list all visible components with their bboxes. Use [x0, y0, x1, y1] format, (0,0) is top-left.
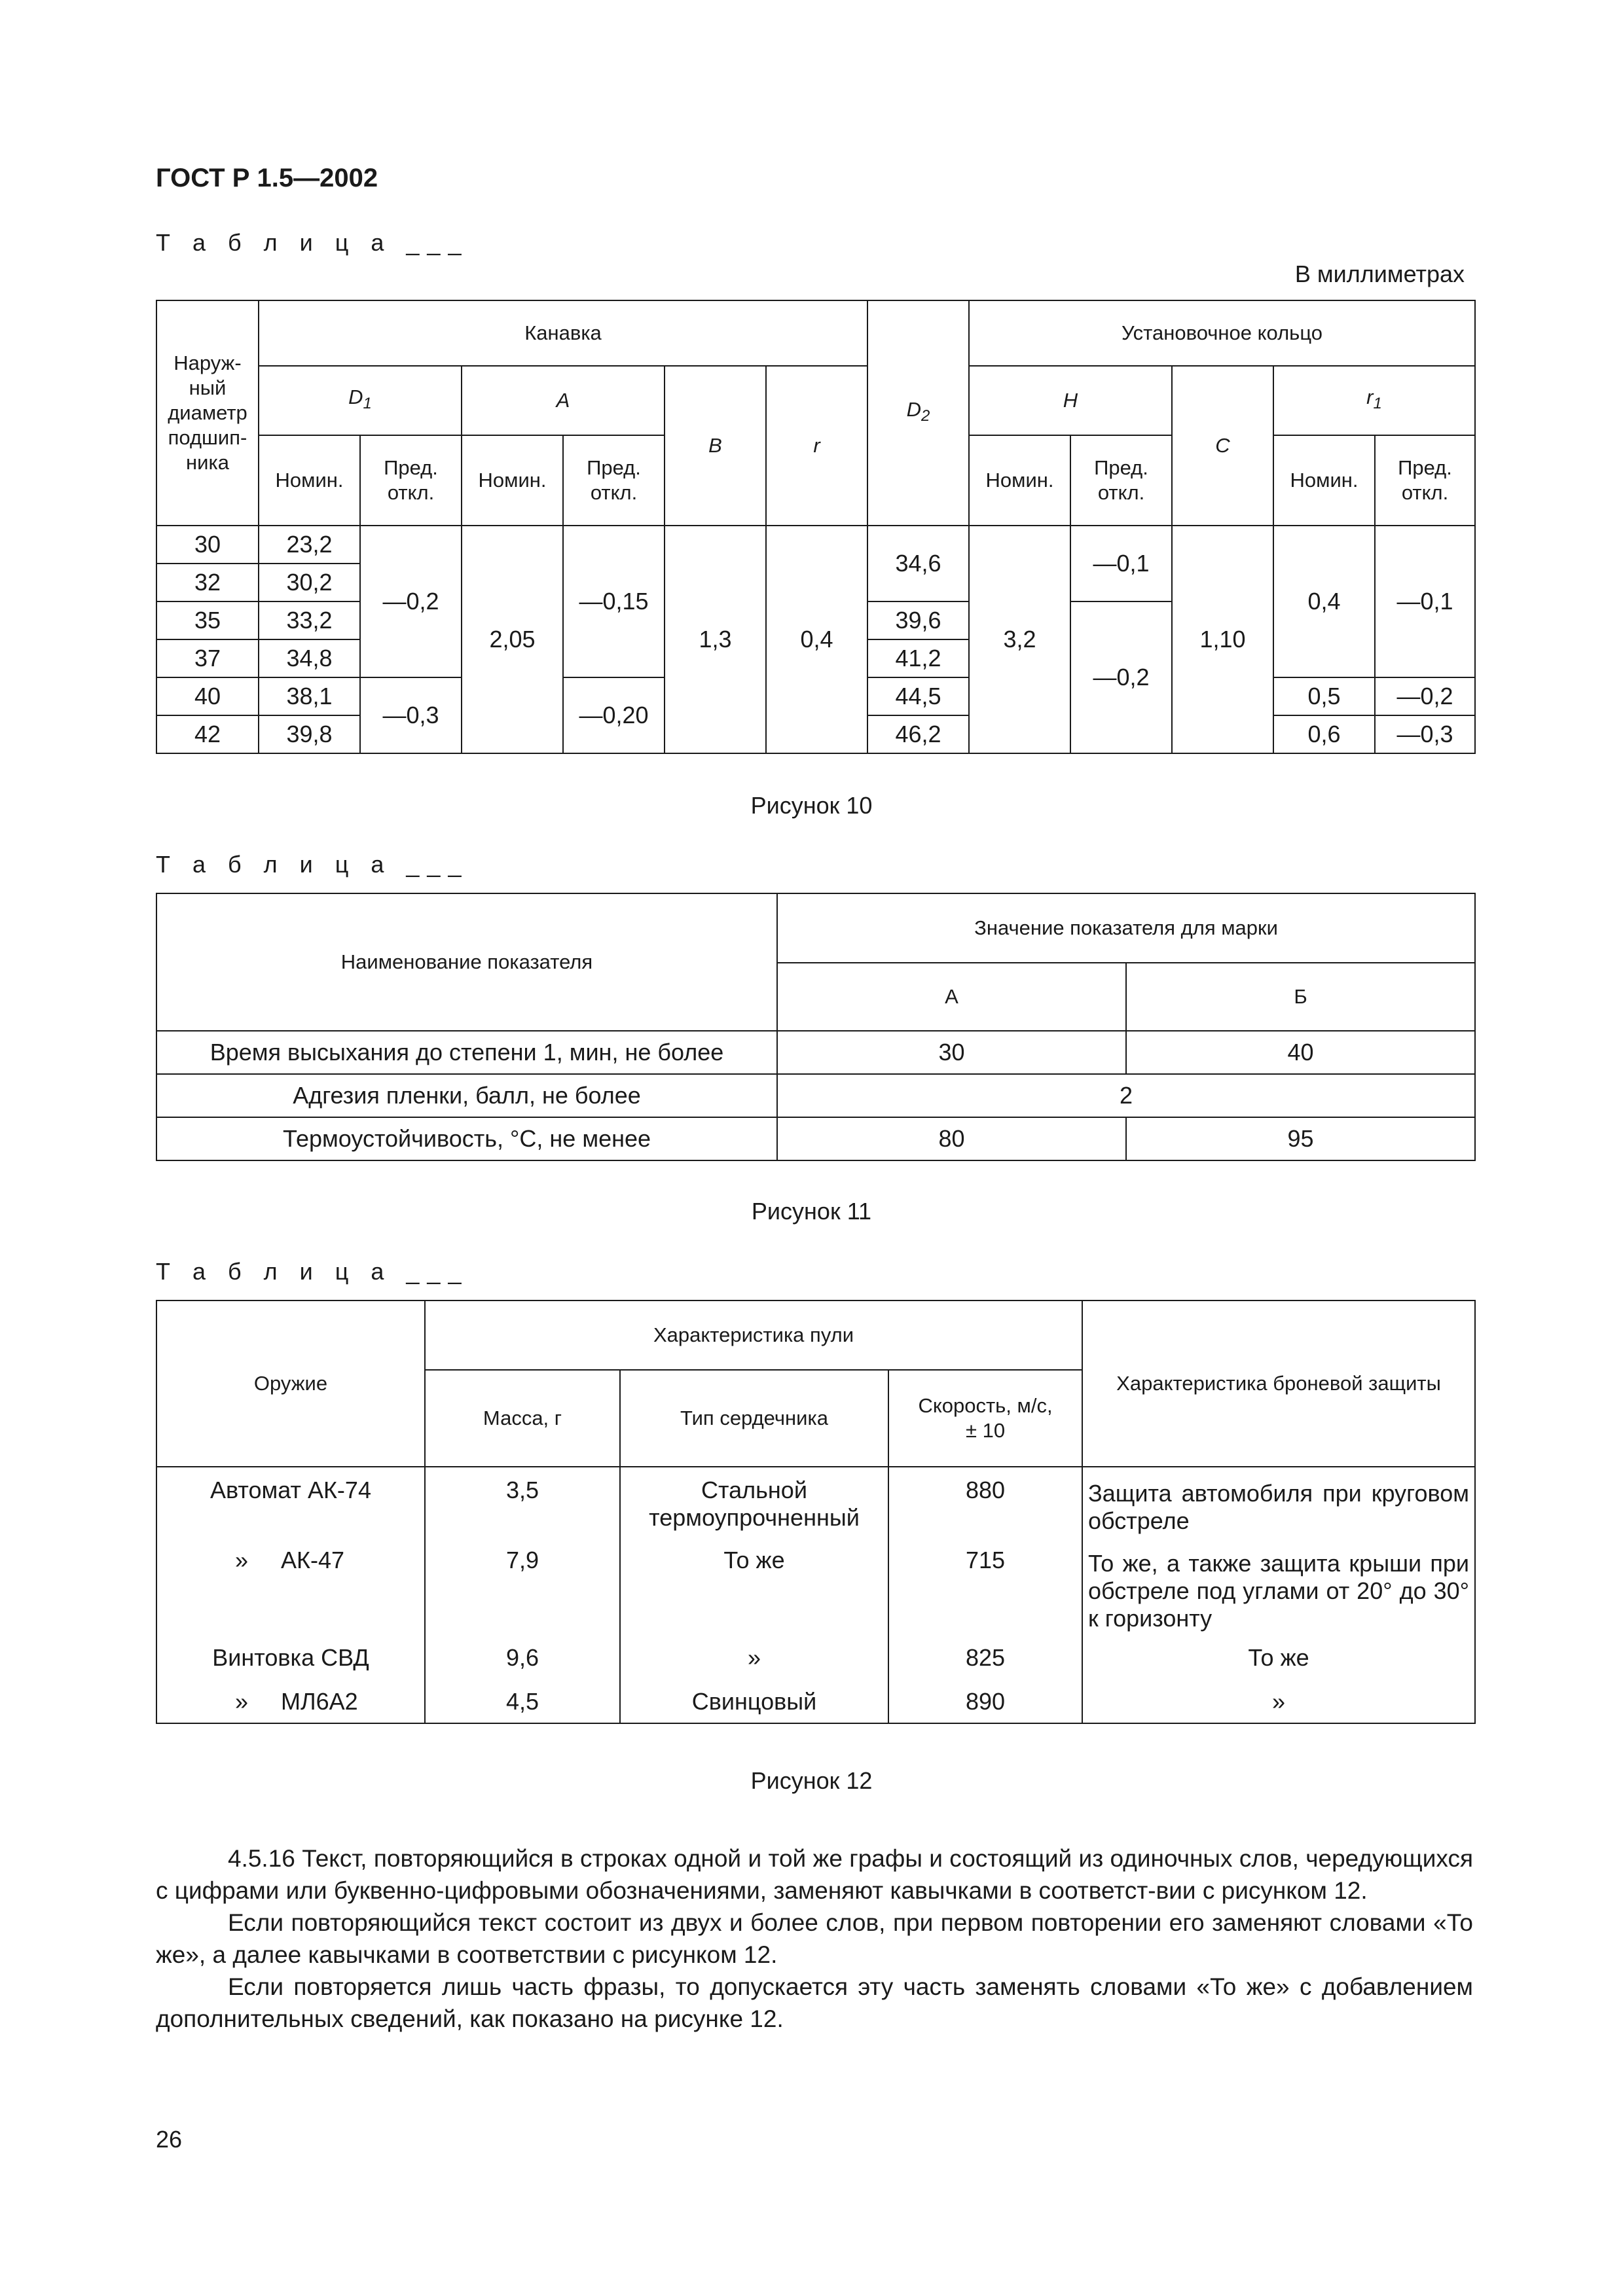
header-h: H	[969, 366, 1172, 435]
table-cell: Термоустойчивость, °С, не менее	[156, 1117, 777, 1160]
units-label: В миллиметрах	[1294, 260, 1465, 287]
table-cell: То же, а также защита крыши при обстреле под углами от 20° до 30° к горизонту	[1082, 1537, 1475, 1636]
table-cell: 880	[888, 1467, 1082, 1537]
header-deviation: Пред. откл.	[563, 435, 665, 526]
table-cell: » МЛ6А2	[156, 1680, 425, 1723]
table-cell: Адгезия пленки, балл, не более	[156, 1074, 777, 1117]
table-cell: 42	[156, 715, 259, 753]
header-groove: Канавка	[259, 300, 867, 366]
table-cell: —0,1	[1375, 526, 1475, 677]
table-row	[156, 1031, 1475, 1074]
header-mounting-ring: Установочное кольцо	[969, 300, 1475, 366]
table-cell: 39,8	[259, 715, 360, 753]
paragraph: Если повторяющийся текст состоит из двух и более слов, при первом повторении его заменяют словами «То же», а далее кавычками в соответствии с рисунком 12.	[156, 1909, 1473, 1968]
table-cell: 34,6	[867, 526, 969, 601]
header-r1: $r_1$	[1273, 366, 1475, 435]
header-deviation: Пред. откл.	[1070, 435, 1172, 526]
header-grade-a: А	[777, 963, 1126, 1031]
header-b: B	[665, 366, 766, 526]
header-armor: Характеристика броневой защиты	[1082, 1300, 1475, 1467]
table-cell: 23,2	[259, 526, 360, 564]
table-cell: —0,2	[360, 526, 462, 677]
header-indicator-value: Значение показателя для марки	[777, 893, 1475, 963]
header-weapon: Оружие	[156, 1300, 425, 1467]
table-cell: 33,2	[259, 601, 360, 639]
header-a: A	[462, 366, 665, 435]
bearing-table	[156, 300, 1476, 754]
table-row	[156, 1680, 1475, 1723]
header-nominal: Номин.	[259, 435, 360, 526]
table-cell: 9,6	[425, 1636, 620, 1680]
figure-caption-10: Рисунок 10	[750, 792, 873, 819]
table-cell: » АК-47	[156, 1537, 425, 1636]
table-cell: 35	[156, 601, 259, 639]
table-cell: Защита автомобиля при круговом обстреле	[1082, 1467, 1475, 1537]
table-row	[156, 1537, 1475, 1636]
table-label-3: Т а б л и ц а ___	[156, 1258, 469, 1285]
page-number: 26	[156, 2126, 183, 2153]
header-grade-b: Б	[1126, 963, 1475, 1031]
table-cell: 0,5	[1273, 677, 1375, 715]
table-cell: 40	[156, 677, 259, 715]
table-cell: То же	[1082, 1636, 1475, 1680]
table-cell: »	[1082, 1680, 1475, 1723]
table-cell: 3,2	[969, 526, 1070, 753]
table-cell: 825	[888, 1636, 1082, 1680]
table-cell: 39,6	[867, 601, 969, 639]
table-cell: 38,1	[259, 677, 360, 715]
table-cell: 890	[888, 1680, 1082, 1723]
table-cell: »	[620, 1636, 888, 1680]
header-r: r	[766, 366, 867, 526]
paragraph: Если повторяется лишь часть фразы, то допускается эту часть заменять словами «То же» с добавлением дополнительных сведений, как показано на рисунке 12.	[156, 1973, 1473, 2032]
table-cell: Винтовка СВД	[156, 1636, 425, 1680]
table-cell: Время высыхания до степени 1, мин, не более	[156, 1031, 777, 1074]
table-row	[156, 1467, 1475, 1537]
table-cell: 1,10	[1172, 526, 1273, 753]
table-cell: 1,3	[665, 526, 766, 753]
table-cell: 0,6	[1273, 715, 1375, 753]
table-cell: 715	[888, 1537, 1082, 1636]
table-cell: 37	[156, 639, 259, 677]
header-c: C	[1172, 366, 1273, 526]
coating-table	[156, 893, 1476, 1161]
table-cell: —0,2	[1375, 677, 1475, 715]
header-nominal: Номин.	[969, 435, 1070, 526]
weapon-table	[156, 1300, 1476, 1724]
table-row	[156, 1117, 1475, 1160]
header-mass: Масса, г	[425, 1370, 620, 1467]
header-nominal: Номин.	[462, 435, 563, 526]
table-cell: 30,2	[259, 564, 360, 601]
table-cell: Стальной термоупрочненный	[620, 1467, 888, 1537]
table-row	[156, 1636, 1475, 1680]
table-label-1: Т а б л и ц а ___	[156, 229, 469, 256]
table-cell: Свинцовый	[620, 1680, 888, 1723]
table-cell: 95	[1126, 1117, 1475, 1160]
header-d1: $D_1$	[259, 366, 462, 435]
table-cell: —0,3	[360, 677, 462, 753]
table-label-2: Т а б л и ц а ___	[156, 851, 469, 878]
table-cell: 30	[777, 1031, 1126, 1074]
figure-caption-12: Рисунок 12	[750, 1767, 873, 1794]
table-cell: 3,5	[425, 1467, 620, 1537]
header-nominal: Номин.	[1273, 435, 1375, 526]
table-cell: 30	[156, 526, 259, 564]
table-cell: 34,8	[259, 639, 360, 677]
body-text	[156, 1842, 1473, 2035]
table-cell: Автомат АК-74	[156, 1467, 425, 1537]
table-cell: 4,5	[425, 1680, 620, 1723]
table-cell: 2	[777, 1074, 1475, 1117]
table-cell: То же	[620, 1537, 888, 1636]
table-cell: —0,15	[563, 526, 665, 677]
paragraph: 4.5.16 Текст, повторяющийся в строках одной и той же графы и состоящий из одиночных слов, чередующихся с цифрами или буквенно-цифровыми обозначениями, заменяют кавычками в соответст-вии с рисунком 12.	[156, 1845, 1473, 1904]
header-d2: $D_2$	[867, 300, 969, 526]
header-bullet: Характеристика пули	[425, 1300, 1082, 1370]
table-cell: 7,9	[425, 1537, 620, 1636]
table-cell: 46,2	[867, 715, 969, 753]
table-row	[156, 1074, 1475, 1117]
table-cell: 44,5	[867, 677, 969, 715]
header-indicator-name: Наименование показателя	[156, 893, 777, 1031]
header-outer-diameter: Наруж-ный диаметр подшип-ника	[156, 300, 259, 526]
table-cell: —0,20	[563, 677, 665, 753]
table-cell: —0,2	[1070, 601, 1172, 753]
table-cell: 41,2	[867, 639, 969, 677]
table-row	[156, 526, 1475, 564]
table-cell: —0,1	[1070, 526, 1172, 601]
table-cell: 32	[156, 564, 259, 601]
table-cell: 2,05	[462, 526, 563, 753]
header-core: Тип сердечника	[620, 1370, 888, 1467]
document-code: ГОСТ Р 1.5—2002	[156, 164, 378, 192]
header-deviation: Пред. откл.	[1375, 435, 1475, 526]
table-cell: —0,3	[1375, 715, 1475, 753]
table-cell: 0,4	[766, 526, 867, 753]
table-cell: 80	[777, 1117, 1126, 1160]
header-deviation: Пред. откл.	[360, 435, 462, 526]
header-speed: Скорость, м/с, ± 10	[888, 1370, 1082, 1467]
table-cell: 40	[1126, 1031, 1475, 1074]
figure-caption-11: Рисунок 11	[751, 1198, 872, 1225]
table-cell: 0,4	[1273, 526, 1375, 677]
